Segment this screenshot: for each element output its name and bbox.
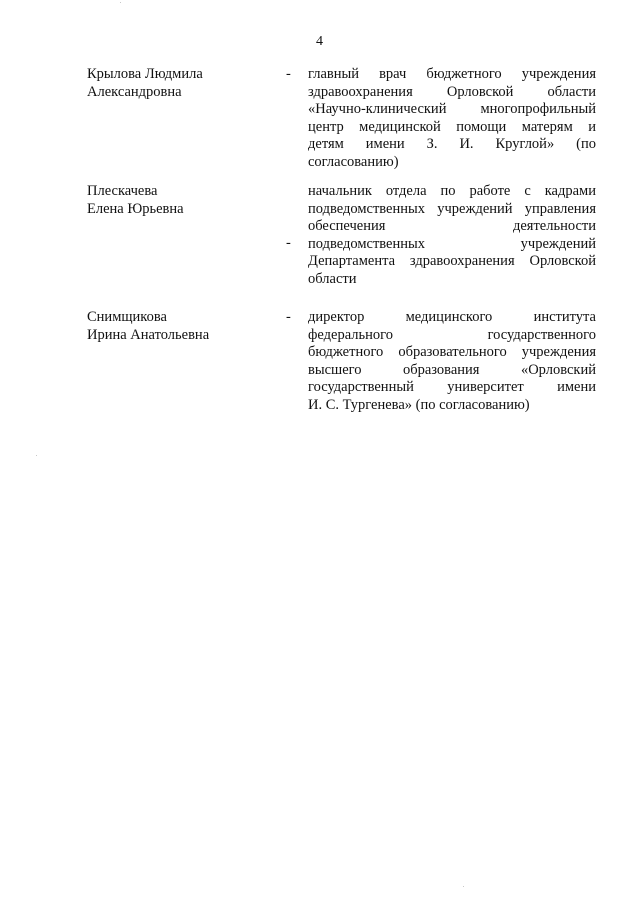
separator-dash: - — [286, 235, 291, 251]
scan-speck — [120, 2, 121, 3]
position-line: И. С. Тургенева» (по согласованию) — [308, 396, 530, 413]
member-name — [87, 309, 267, 344]
position-line: директор медицинского института — [308, 309, 596, 325]
member-position — [308, 309, 596, 414]
member-position — [308, 66, 596, 171]
page-number: 4 — [316, 34, 323, 49]
member-name-line: Александровна — [87, 83, 182, 100]
position-line: области — [308, 270, 357, 287]
position-line: детям имени З. И. Круглой» (по — [308, 136, 596, 152]
member-name-line: Снимщикова — [87, 309, 167, 325]
position-line: подведомственных учреждений управления — [308, 200, 596, 217]
member-name-line: Плескачева — [87, 183, 158, 199]
position-line: согласованию) — [308, 153, 399, 170]
separator-dash: - — [286, 309, 291, 325]
member-name-line: Крылова Людмила — [87, 66, 203, 82]
member-name — [87, 66, 267, 101]
member-name-line: Елена Юрьевна — [87, 200, 184, 217]
position-line: Департамента здравоохранения Орловской — [308, 253, 596, 269]
position-line: подведомственных учреждений — [308, 235, 596, 252]
position-line: федерального государственного — [308, 326, 596, 343]
position-line: обеспечения деятельности — [308, 218, 596, 234]
position-line: бюджетного образовательного учреждения — [308, 344, 596, 360]
position-line: главный врач бюджетного учреждения — [308, 66, 596, 82]
scan-speck — [463, 886, 464, 887]
position-line: «Научно-клинический многопрофильный — [308, 101, 596, 117]
position-line: начальник отдела по работе с кадрами — [308, 183, 596, 199]
position-line: центр медицинской помощи матерям и — [308, 118, 596, 135]
member-name — [87, 183, 267, 218]
scan-speck — [36, 455, 37, 456]
member-name-line: Ирина Анатольевна — [87, 326, 210, 343]
position-line: здравоохранения Орловской области — [308, 83, 596, 100]
member-position — [308, 183, 596, 288]
position-line: высшего образования «Орловский — [308, 361, 596, 378]
position-line: государственный университет имени — [308, 379, 596, 395]
separator-dash: - — [286, 66, 291, 82]
